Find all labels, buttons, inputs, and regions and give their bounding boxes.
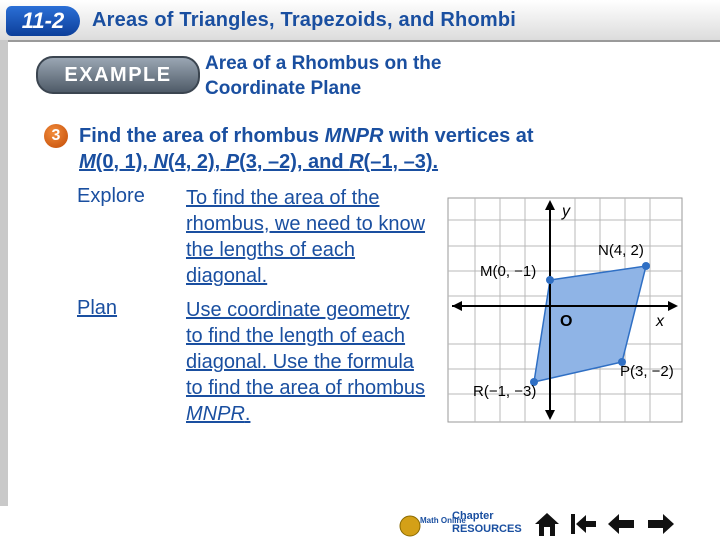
chapter-label: Chapter (452, 510, 494, 522)
vertex-m-letter: M (79, 151, 96, 173)
right-arrow-icon (648, 514, 674, 534)
problem-statement (79, 123, 679, 175)
vertex-p-letter: P (225, 151, 240, 173)
next-slide-button[interactable] (646, 510, 676, 538)
left-arrow-icon (608, 514, 634, 534)
example-badge-label: EXAMPLE (64, 64, 172, 86)
globe-icon (400, 516, 420, 536)
plan-text-shape: MNPR (186, 403, 245, 425)
point-n (642, 262, 650, 270)
first-slide-button[interactable] (568, 510, 598, 538)
vertex-n-letter: N (153, 151, 168, 173)
plan-text-end: . (244, 403, 251, 425)
point-n-label: N(4, 2) (598, 242, 644, 259)
resources-label: RESOURCES (452, 523, 522, 535)
home-button[interactable] (532, 510, 562, 538)
example-number-badge: 3 (44, 124, 68, 148)
top-header (0, 0, 720, 42)
y-axis-label: y (562, 203, 570, 220)
vertex-m-coords: (0, 1), (95, 151, 154, 173)
first-bar-icon (571, 514, 575, 534)
coordinate-graph (440, 192, 690, 427)
lesson-title: Areas of Triangles, Trapezoids, and Rhombi (92, 9, 517, 31)
explore-label: Explore (77, 185, 145, 207)
first-arrow-icon (576, 515, 596, 533)
problem-text-1: Find the area of rhombus (79, 125, 325, 147)
example-badge (36, 56, 200, 94)
x-axis-label: x (656, 313, 664, 330)
example-title-line2: Coordinate Plane (205, 78, 362, 99)
point-p-label: P(3, −2) (620, 363, 674, 380)
point-r-label: R(−1, −3) (473, 383, 537, 400)
example-title-line1: Area of a Rhombus on the (205, 53, 442, 74)
home-door (544, 527, 550, 536)
previous-slide-button[interactable] (606, 510, 636, 538)
vertex-n-coords: (4, 2), (167, 151, 226, 173)
chapter-resources-button[interactable] (452, 510, 524, 538)
point-m-label: M(0, −1) (480, 263, 537, 280)
problem-vertices (79, 151, 438, 173)
vertex-p-coords: (3, –2), and (239, 151, 350, 173)
math-online-button[interactable] (398, 510, 466, 538)
vertex-r-letter: R (349, 151, 364, 173)
plan-text-main: Use coordinate geometry to find the length of each diagonal. Use the formula to find the area of rhombus (186, 299, 426, 399)
left-side-strip (0, 40, 8, 540)
lesson-number-tab: 11-2 (6, 6, 80, 36)
vertex-r-coords: (–1, –3). (363, 151, 439, 173)
explore-text: To find the area of the rhombus, we need to know the lengths of each diagonal. (186, 187, 426, 287)
math-online-label: Math Online (420, 516, 466, 525)
problem-shape: MNPR (324, 125, 384, 147)
plan-label: Plan (77, 297, 118, 319)
plan-text (186, 297, 426, 427)
point-m (546, 276, 554, 284)
problem-text-2: with vertices at (383, 125, 534, 147)
origin-label: O (560, 313, 573, 330)
example-title (205, 51, 545, 101)
